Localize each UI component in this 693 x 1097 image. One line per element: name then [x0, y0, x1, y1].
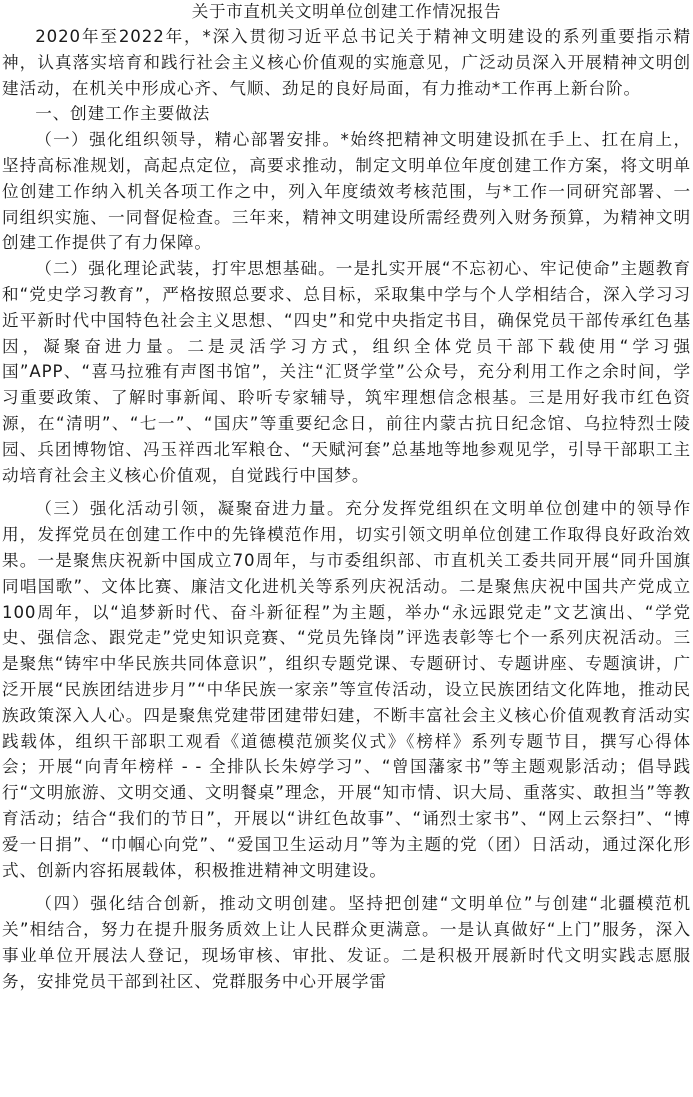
- spacer: [2, 488, 691, 496]
- document: [2, 0, 691, 994]
- paragraph-activities: （三）强化活动引领，凝聚奋进力量。充分发挥党组织在文明单位创建中的领导作用，发挥党员在创建工作中的先锋模范作用，切实引领文明单位创建工作取得良好政治效果。一是聚焦庆祝新中国成立70周年，与市委组织部、市直机关工委共同开展“同升国旗同唱国歌”、文体比赛、廉洁文化进机关等系列庆祝活动。二是聚焦庆祝中国共产党成立100周年，以“追梦新时代、奋斗新征程”为主题，举办“永远跟党走”文艺演出、“学党史、强信念、跟党走”党史知识竞赛、“党员先锋岗”评选表彰等七个一系列庆祝活动。三是聚焦“铸牢中华民族共同体意识”，组织专题党课、专题研讨、专题讲座、专题演讲，广泛开展“民族团结进步月”“中华民族一家亲”等宣传活动，设立民族团结文化阵地，推动民族政策深入人心。四是聚焦党建带团建带妇建，不断丰富社会主义核心价值观教育活动实践载体，组织干部职工观看《道德模范颁奖仪式》《榜样》系列专题节目，撰写心得体会；开展“向青年榜样 - - 全排队长朱婷学习”、“曾国藩家书”等主题观影活动；倡导践行“文明旅游、文明交通、文明餐桌”理念，开展“知市情、识大局、重落实、敢担当”等教育活动；结合“我们的节日”，开展以“讲红色故事”、“诵烈士家书”、“网上云祭扫”、“博爱一日捐”、“巾帼心向党”、“爱国卫生运动月”等为主题的党（团）日活动，通过深化形式、创新内容拓展载体，积极推进精神文明建设。: [2, 499, 691, 880]
- section-heading-1: 一、创建工作主要做法: [35, 104, 211, 124]
- intro-paragraph: 2020年至2022年，*深入贯彻习近平总书记关于精神文明建设的系列重要指示精神，认真落实培育和践行社会主义核心价值观的实施意见，广泛动员深入开展精神文明创建活动，在机关中形成心齐、气顺、劲足的良好局面，有力推动*工作再上新台阶。: [2, 27, 691, 98]
- paragraph-theory: （二）强化理论武装，打牢思想基础。一是扎实开展“不忘初心、牢记使命”主题教育和“党史学习教育”，严格按照总要求、总目标，采取集中学与个人学相结合，深入学习习近平新时代中国特色社会主义思想、“四史”和党中央指定书目，确保党员干部传承红色基因，凝聚奋进力量。二是灵活学习方式，组织全体党员干部下载使用“学习强国”APP、“喜马拉雅有声图书馆”，关注“汇贤学堂”公众号，充分利用工作之余时间，学习重要政策、了解时事新闻、聆听专家辅导，筑牢理想信念根基。三是用好我市红色资源，在“清明”、“七一”、“国庆”等重要纪念日，前往内蒙古抗日纪念馆、乌拉特烈士陵园、兵团博物馆、冯玉祥西北军粮仓、“天赋河套”总基地等地参观见学，引导干部职工主动培育社会主义核心价值观，自觉践行中国梦。: [2, 259, 691, 485]
- spacer: [2, 883, 691, 891]
- document-title: 关于市直机关文明单位创建工作情况报告: [191, 2, 502, 21]
- paragraph-innovation: （四）强化结合创新，推动文明创建。坚持把创建“文明单位”与创建“北疆模范机关”相结合，努力在提升服务质效上让人民群众更满意。一是认真做好“上门”服务，深入事业单位开展法人登记，现场审核、审批、发证。二是积极开展新时代文明实践志愿服务，安排党员干部到社区、党群服务中心开展学雷: [2, 894, 691, 991]
- paragraph-organization: （一）强化组织领导，精心部署安排。*始终把精神文明建设抓在手上、扛在肩上，坚持高标准规划，高起点定位，高要求推动，制定文明单位年度创建工作方案，将文明单位创建工作纳入机关各项工作之中，列入年度绩效考核范围，与*工作一同研究部署、一同组织实施、一同督促检查。三年来，精神文明建设所需经费列入财务预算，为精神文明创建工作提供了有力保障。: [2, 130, 691, 253]
